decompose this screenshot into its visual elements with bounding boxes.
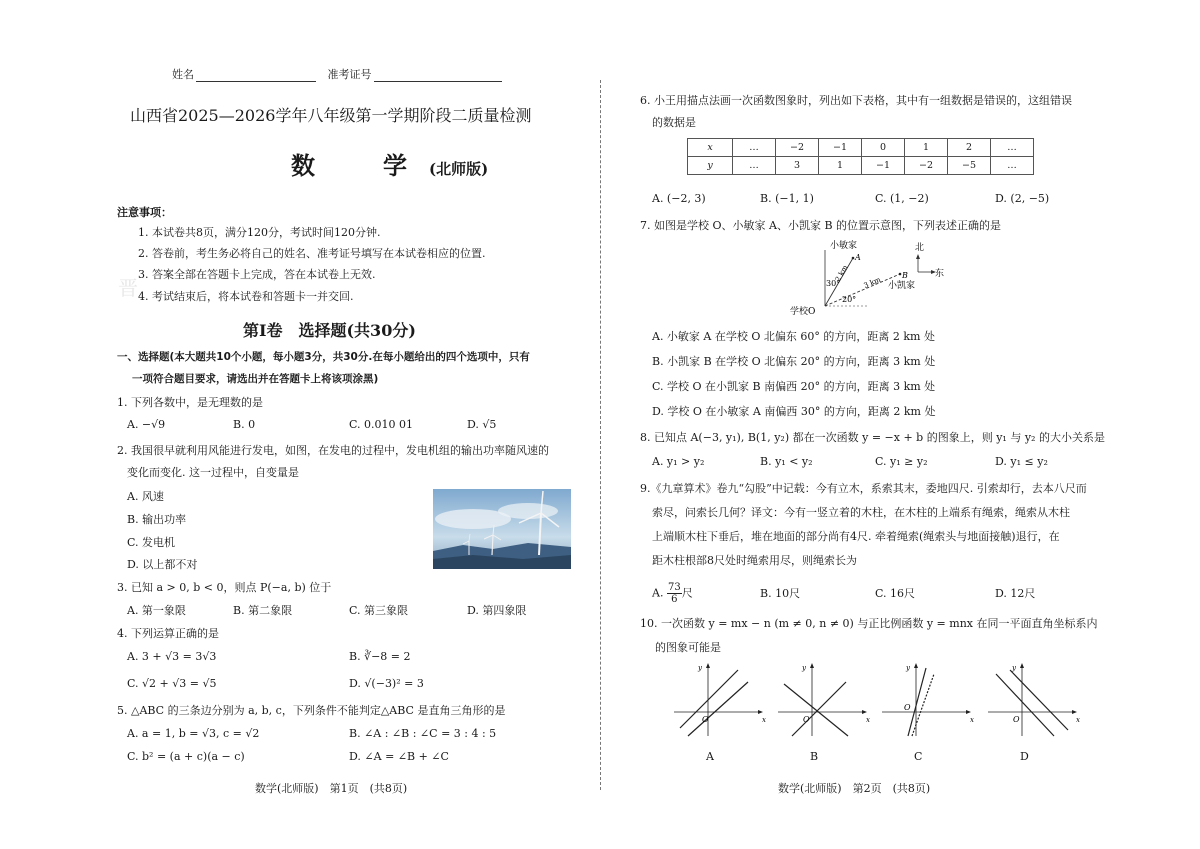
table-row — [688, 139, 1034, 157]
option-a: A. a = 1, b = √3, c = √2 — [127, 727, 260, 740]
option-c: C. b² = (a + c)(a − c) — [127, 750, 245, 763]
axis-y-label: y — [698, 664, 702, 672]
question-stem: 4. 下列运算正确的是 — [117, 627, 219, 640]
question-stem: 的图象可能是 — [655, 641, 721, 654]
table-cell: −5 — [948, 157, 991, 175]
distance-2km-label: 2 km — [833, 263, 850, 283]
table-cell: −1 — [862, 157, 905, 175]
option-a: A. y₁ > y₂ — [652, 455, 705, 468]
axis-y-label: y — [906, 664, 910, 672]
option-b: B. 0 — [233, 418, 256, 431]
option-d: D. (2, −5) — [995, 192, 1050, 205]
option-c: C. 学校 O 在小凯家 B 南偏西 20° 的方向，距离 3 km 处 — [652, 380, 936, 393]
option-b: B. y₁ < y₂ — [760, 455, 813, 468]
option-c: C. y₁ ≥ y₂ — [875, 455, 928, 468]
table-cell: … — [733, 157, 776, 175]
table-cell: 3 — [776, 157, 819, 175]
option-a: A. (−2, 3) — [652, 192, 706, 205]
option-d: D. 第四象限 — [467, 604, 527, 617]
table-cell: 0 — [862, 139, 905, 157]
fraction — [667, 582, 682, 605]
question-stem: 8. 已知点 A(−3, y₁), B(1, y₂) 都在一次函数 y = −x + b 的图象上，则 y₁ 与 y₂ 的大小关系是 — [640, 431, 1105, 444]
question-stem: 索尽，问索长几何？译文：今有一竖立着的木柱，在木柱的上端系有绳索，绳索从木柱 — [652, 506, 1070, 519]
graph-label-b: B — [810, 750, 819, 763]
location-diagram — [790, 236, 950, 320]
question-stem: 7. 如图是学校 O、小敏家 A、小凯家 B 的位置示意图，下列表述正确的是 — [640, 219, 1002, 232]
graph-label-d: D — [1020, 750, 1029, 763]
option-d: D. √5 — [467, 418, 497, 431]
subject-title — [291, 146, 488, 181]
section-instruction: 一项符合题目要求，请选出并在答题卡上将该项涂黑) — [132, 373, 379, 385]
table-cell: 1 — [819, 157, 862, 175]
graph-option-d — [982, 660, 1082, 738]
question-stem: 变化而变化. 这一过程中，自变量是 — [127, 466, 299, 479]
notice-item: 2. 答卷前，考生务必将自己的姓名、准考证号填写在本试卷相应的位置. — [138, 247, 486, 260]
axis-x-label: x — [762, 716, 766, 724]
question-stem: 1. 下列各数中，是无理数的是 — [117, 396, 263, 409]
school-label: 学校O — [790, 307, 816, 317]
option-a: A. 小敏家 A 在学校 O 北偏东 60° 的方向，距离 2 km 处 — [652, 330, 935, 343]
axis-y-label: y — [1012, 664, 1016, 672]
question-stem: 10. 一次函数 y = mx − n (m ≠ 0, n ≠ 0) 与正比例函数 y = mnx 在同一平面直角坐标系内 — [640, 617, 1098, 630]
table-cell: 1 — [905, 139, 948, 157]
option-a — [652, 582, 693, 605]
question-stem: 9.《九章算术》卷九“勾股”中记载：今有立木，系索其末，委地四尺. 引索却行，去本八尺而 — [640, 482, 1087, 495]
table-header: x — [688, 139, 733, 157]
table-cell: −1 — [819, 139, 862, 157]
option-b: B. 输出功率 — [127, 513, 187, 526]
graph-option-b — [772, 660, 872, 738]
exam-title: 山西省2025—2026学年八年级第一学期阶段二质量检测 — [130, 106, 532, 125]
east-label: 东 — [935, 269, 945, 279]
subject-name: 数 学 — [291, 151, 429, 180]
name-label: 姓名 — [172, 68, 194, 81]
watermark: 晋 — [118, 276, 138, 300]
option-d: D. y₁ ≤ y₂ — [995, 455, 1048, 468]
option-a: A. −√9 — [127, 418, 166, 431]
question-stem: 2. 我国很早就利用风能进行发电，如图，在发电的过程中，发电机组的输出功率随风速的 — [117, 444, 549, 457]
table-cell: −2 — [776, 139, 819, 157]
axis-x-label: x — [1076, 716, 1080, 724]
question-stem: 6. 小王用描点法画一次函数图象时，列出如下表格，其中有一组数据是错误的，这组错误 — [640, 94, 1072, 107]
option-a: A. 3 + √3 = 3√3 — [127, 650, 217, 663]
fraction-denominator: 6 — [671, 594, 678, 605]
question-stem: 5. △ABC 的三条边分别为 a, b, c，下列条件不能判定△ABC 是直角三角形的是 — [117, 704, 506, 717]
option-d: D. 学校 O 在小敏家 A 南偏西 30° 的方向，距离 2 km 处 — [652, 405, 936, 418]
origin-label: O — [904, 703, 911, 712]
option-b: B. 10尺 — [760, 587, 801, 600]
name-blank — [196, 70, 316, 82]
origin-label: O — [702, 715, 709, 724]
question-stem: 上端顺木柱下垂后，堆在地面的部分尚有4尺. 牵着绳索(绳索头与地面接触)退行，在 — [652, 530, 1060, 543]
option-c: C. 发电机 — [127, 536, 176, 549]
page-footer: 数学(北师版) 第2页 (共8页) — [778, 782, 931, 795]
axis-y-label: y — [802, 664, 806, 672]
table-cell: … — [991, 157, 1034, 175]
table-cell: 2 — [948, 139, 991, 157]
north-label: 北 — [915, 243, 925, 253]
fraction-numerator: 73 — [667, 582, 681, 593]
notice-item: 3. 答案全部在答题卡上完成，答在本试卷上无效. — [138, 268, 376, 281]
edition-label: (北师版) — [429, 160, 489, 178]
option-b: B. 小凯家 B 在学校 O 北偏东 20° 的方向，距离 3 km 处 — [652, 355, 936, 368]
option-a: A. 风速 — [127, 490, 164, 503]
option-b: B. 第二象限 — [233, 604, 293, 617]
table-header: y — [688, 157, 733, 175]
question-stem: 的数据是 — [652, 116, 696, 129]
section-title: 第Ⅰ卷 选择题(共30分) — [243, 321, 416, 340]
home-a-label: 小敏家 — [830, 241, 858, 251]
origin-label: O — [803, 715, 810, 724]
option-b: B. (−1, 1) — [760, 192, 814, 205]
graph-label-c: C — [914, 750, 923, 763]
option-b: B. ∠A : ∠B : ∠C = 3 : 4 : 5 — [349, 727, 497, 740]
point-b-label: B — [902, 271, 908, 280]
axis-x-label: x — [866, 716, 870, 724]
distance-3km-label: 3 km — [862, 275, 882, 290]
option-a-prefix: A. — [652, 586, 664, 600]
option-b: B. ∛−8 = 2 — [349, 650, 411, 663]
point-a-label: A — [855, 253, 861, 262]
angle-20-label: 20° — [842, 295, 857, 304]
table-row — [688, 157, 1034, 175]
graph-label-a: A — [706, 750, 714, 763]
option-d: D. √(−3)² = 3 — [349, 677, 424, 690]
section-instruction: 一、选择题(本大题共10个小题，每小题3分，共30分.在每小题给出的四个选项中，只有 — [117, 351, 530, 363]
notice-item: 1. 本试卷共8页，满分120分，考试时间120分钟. — [138, 226, 381, 239]
question-stem: 3. 已知 a > 0, b < 0，则点 P(−a, b) 位于 — [117, 581, 332, 594]
graph-option-c — [876, 660, 976, 738]
option-d: D. 12尺 — [995, 587, 1036, 600]
id-label: 准考证号 — [327, 68, 372, 81]
id-blank — [374, 70, 502, 82]
notice-item: 4. 考试结束后，将本试卷和答题卡一并交回. — [138, 290, 354, 303]
option-c: C. 第三象限 — [349, 604, 409, 617]
origin-label: O — [1013, 715, 1020, 724]
table-cell: … — [991, 139, 1034, 157]
table-cell: … — [733, 139, 776, 157]
page-footer: 数学(北师版) 第1页 (共8页) — [255, 782, 408, 795]
axis-x-label: x — [970, 716, 974, 724]
home-b-label: 小凯家 — [888, 281, 916, 291]
option-d: D. ∠A = ∠B + ∠C — [349, 750, 449, 763]
option-d: D. 以上都不对 — [127, 558, 198, 571]
option-a-unit: 尺 — [681, 586, 693, 600]
graph-option-a — [668, 660, 768, 738]
wind-turbine-photo — [433, 489, 571, 569]
option-c: C. 16尺 — [875, 587, 916, 600]
option-a: A. 第一象限 — [127, 604, 186, 617]
question-stem: 距木柱根部8尺处时绳索用尽，则绳索长为 — [652, 554, 857, 567]
notice-heading: 注意事项： — [117, 206, 172, 219]
table-cell: −2 — [905, 157, 948, 175]
option-c: C. (1, −2) — [875, 192, 929, 205]
name-line — [172, 66, 510, 82]
option-c: C. 0.010 01 — [349, 418, 414, 431]
option-c: C. √2 + √3 = √5 — [127, 677, 217, 690]
angle-30-label: 30° — [826, 279, 841, 288]
data-table — [687, 138, 1034, 175]
